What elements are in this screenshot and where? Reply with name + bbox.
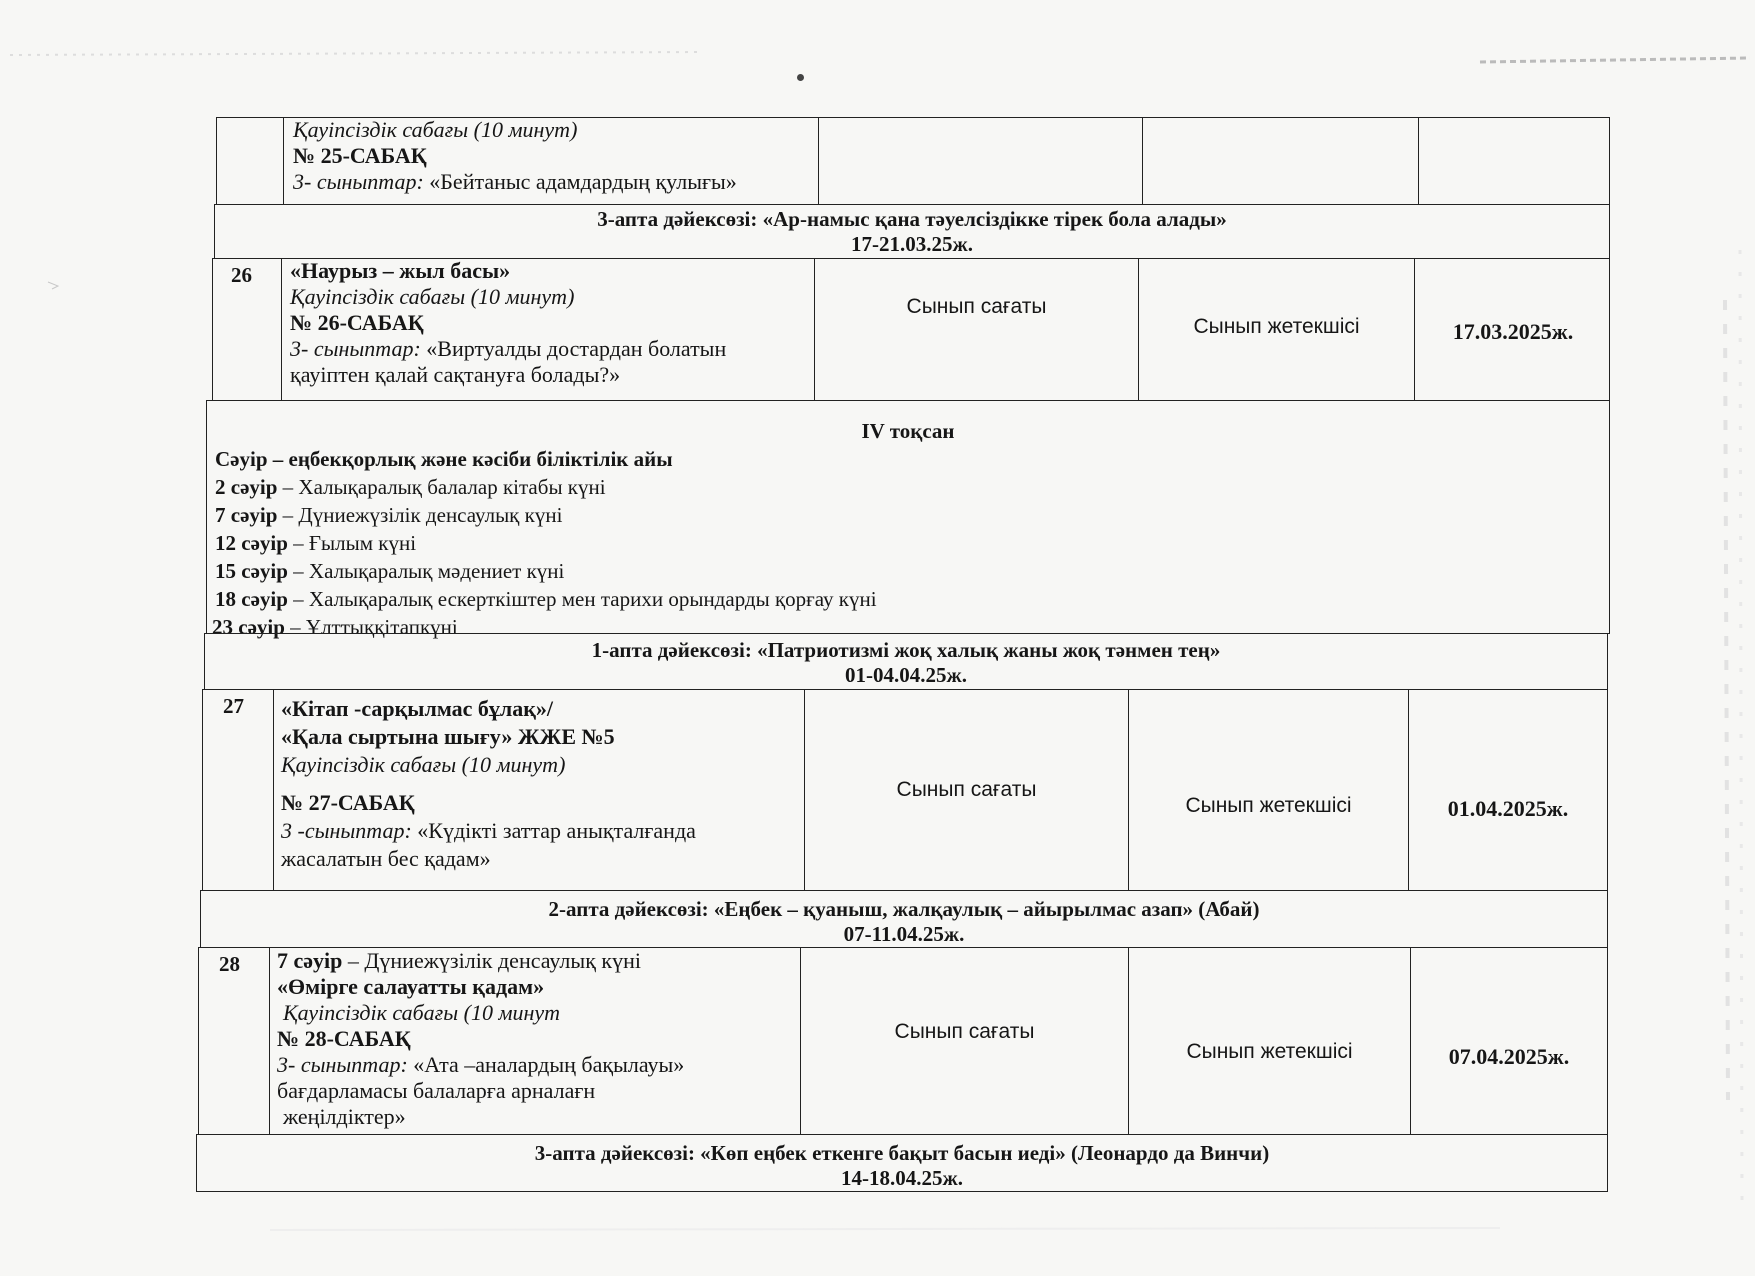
row27-grades-label: 3 -сыныптар: bbox=[281, 818, 412, 843]
row28-grades-text2: бағдарламасы балаларға арналағн bbox=[277, 1078, 596, 1103]
row26-responsible-cell bbox=[1138, 259, 1414, 400]
row26-desc-cell bbox=[281, 259, 282, 400]
row25-safety: Қауіпсіздік сабағы (10 минут) bbox=[293, 117, 578, 142]
row27-title-2: «Қала сыртына шығу» ЖЖЕ №5 bbox=[281, 724, 615, 749]
quarter-title: IV тоқсан bbox=[861, 419, 955, 443]
row26-responsible: Сынып жетекшісі bbox=[1193, 315, 1360, 338]
row28-responsible-cell bbox=[1128, 948, 1410, 1134]
row28-day-text: – Дүниежүзілік денсаулық күні bbox=[342, 948, 641, 973]
holiday-item: 7 сәуір – Дүниежүзілік денсаулық күні bbox=[215, 503, 563, 527]
row26-grades-text2: қауіптен қалай сақтануға болады?» bbox=[290, 362, 621, 387]
row28-title: «Өмірге салауатты қадам» bbox=[277, 974, 545, 999]
week-dates: 17-21.03.25ж. bbox=[851, 232, 973, 256]
row28-safety: Қауіпсіздік сабағы (10 минут bbox=[283, 1000, 561, 1025]
row28-grades-label: 3- сыныптар: bbox=[277, 1052, 408, 1077]
week-dates: 07-11.04.25ж. bbox=[843, 922, 965, 946]
row26-description bbox=[290, 258, 726, 388]
row28-desc-cell bbox=[269, 948, 270, 1134]
week-motto-text: 2-апта дәйексөзі: «Еңбек – қуаныш, жалқаулық – айырылмас азап» (Абай) bbox=[548, 897, 1260, 921]
week-dates: 14-18.04.25ж. bbox=[841, 1166, 963, 1190]
row25-date-cell bbox=[1418, 118, 1419, 204]
holiday-item: 18 сәуір – Халықаралық ескерткіштер мен тарихи орындарды қорғау күні bbox=[215, 587, 877, 611]
week-motto-text: 3-апта дәйексөзі: «Көп еңбек еткенге бақыт басын иеді» (Леонардо да Винчи) bbox=[534, 1141, 1270, 1165]
row25-description bbox=[293, 117, 737, 195]
quarter-month-theme: Сәуір – еңбекқорлық және кәсіби біліктілік айы bbox=[215, 447, 673, 471]
row25-grades-text: «Бейтаныс адамдардың қулығы» bbox=[423, 169, 737, 194]
row26-date-cell bbox=[1414, 259, 1611, 400]
row26-safety: Қауіпсіздік сабағы (10 минут) bbox=[290, 284, 575, 309]
row28-form-cell bbox=[800, 948, 1128, 1134]
row28-grades-text3: жеңілдіктер» bbox=[283, 1104, 406, 1129]
week-motto-april-3 bbox=[196, 1134, 1608, 1192]
row26-grades-text: «Виртуалды достардан болатын bbox=[420, 336, 727, 361]
row25-grades-label: 3- сыныптар: bbox=[293, 169, 424, 194]
holiday-item: 15 сәуір – Халықаралық мәдениет күні bbox=[215, 559, 565, 583]
row27-grades-text: «Күдікті заттар анықталғанда bbox=[411, 818, 696, 843]
row27-lesson: № 27-САБАҚ bbox=[281, 790, 415, 815]
row26-lesson: № 26-САБАҚ bbox=[290, 310, 424, 335]
row27-responsible-cell bbox=[1128, 690, 1408, 890]
row26-form-cell bbox=[814, 259, 1138, 400]
table-row-26 bbox=[212, 258, 1610, 401]
table-row-27 bbox=[202, 689, 1608, 891]
row25-desc-cell bbox=[283, 118, 284, 204]
row27-description bbox=[281, 695, 696, 873]
week-motto-text: 3-апта дәйексөзі: «Ар-намыс қана тәуелсіздікке тірек бола алады» bbox=[597, 207, 1227, 231]
week-motto-april-2 bbox=[200, 890, 1608, 948]
row-number: 28 bbox=[219, 952, 240, 976]
row28-description bbox=[277, 948, 684, 1130]
quarter-4-block bbox=[206, 400, 1610, 639]
row28-lesson: № 28-САБАҚ bbox=[277, 1026, 411, 1051]
week-motto-march-3 bbox=[214, 204, 1610, 259]
holiday-item: 12 сәуір – Ғылым күні bbox=[215, 531, 417, 555]
row25-form-cell bbox=[818, 118, 819, 204]
holiday-item: 2 сәуір – Халықаралық балалар кітабы күні bbox=[215, 475, 606, 499]
row28-grades-text: «Ата –аналардың бақылауы» bbox=[407, 1052, 685, 1077]
row27-safety: Қауіпсіздік сабағы (10 минут) bbox=[281, 752, 566, 777]
row27-date-cell bbox=[1408, 690, 1607, 890]
row27-form: Сынып сағаты bbox=[896, 778, 1037, 801]
row27-responsible: Сынып жетекшісі bbox=[1185, 794, 1352, 817]
week-motto-text: 1-апта дәйексөзі: «Патриотизмі жоқ халық жаны жоқ тәнмен тең» bbox=[591, 638, 1221, 662]
row-number: 26 bbox=[231, 263, 252, 287]
row26-grades-label: 3- сыныптар: bbox=[290, 336, 421, 361]
row-number: 27 bbox=[223, 694, 244, 718]
row27-form-cell bbox=[804, 690, 1128, 890]
row26-title: «Наурыз – жыл басы» bbox=[290, 258, 511, 283]
row28-date: 07.04.2025ж. bbox=[1448, 1044, 1570, 1069]
row27-grades-text2: жасалатын бес қадам» bbox=[281, 846, 491, 871]
row28-responsible: Сынып жетекшісі bbox=[1186, 1040, 1353, 1063]
week-motto-april-1 bbox=[204, 633, 1608, 690]
week-dates: 01-04.04.25ж. bbox=[845, 663, 967, 687]
row26-date: 17.03.2025ж. bbox=[1452, 319, 1574, 344]
table-row-28 bbox=[198, 947, 1608, 1135]
row25-lesson: № 25-САБАҚ bbox=[293, 143, 427, 168]
row27-date: 01.04.2025ж. bbox=[1447, 796, 1569, 821]
row28-form: Сынып сағаты bbox=[894, 1020, 1035, 1043]
row28-day-label: 7 сәуір bbox=[277, 948, 343, 973]
table-row-25 bbox=[216, 117, 1610, 205]
holiday-item: 23 сәуір – Ұлттыққітапкүні bbox=[212, 615, 458, 639]
row25-responsible-cell bbox=[1142, 118, 1143, 204]
row26-form: Сынып сағаты bbox=[906, 295, 1047, 318]
row27-title-1: «Кітап -сарқылмас бұлақ»/ bbox=[281, 696, 554, 721]
row27-desc-cell bbox=[273, 690, 274, 890]
row28-date-cell bbox=[1410, 948, 1607, 1134]
